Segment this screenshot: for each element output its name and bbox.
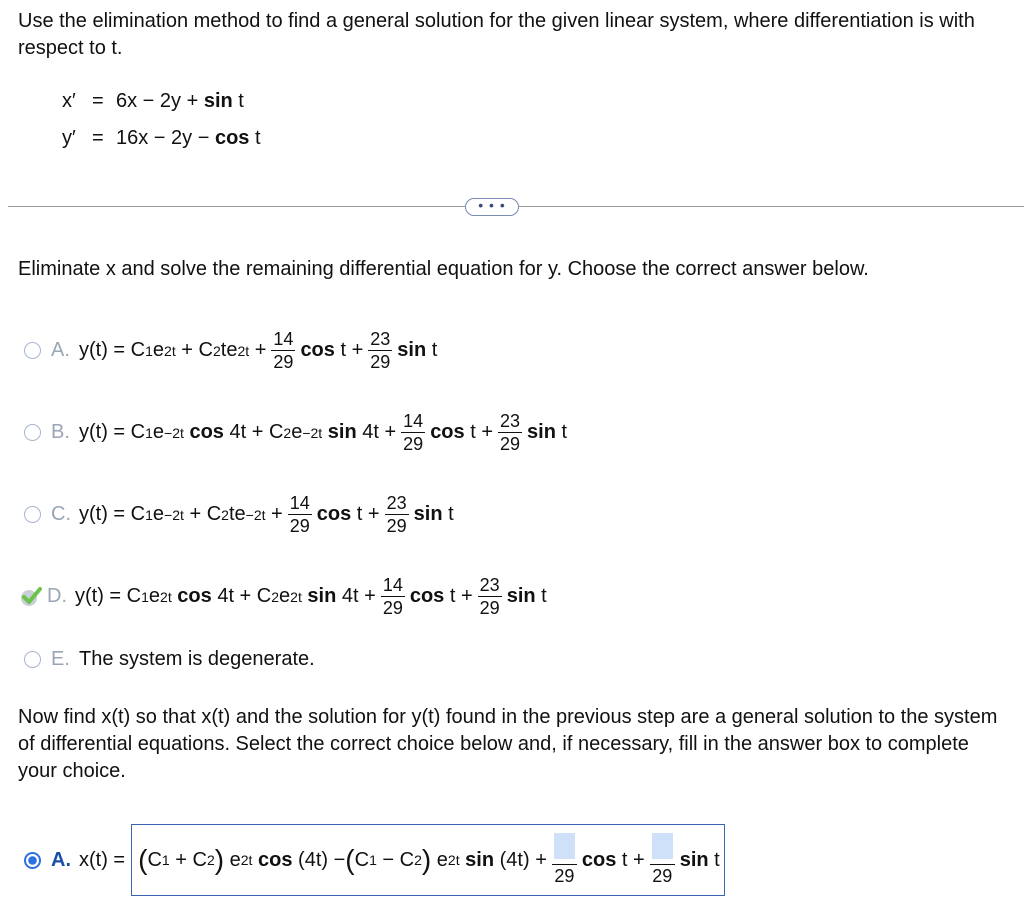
radio-a[interactable] xyxy=(24,342,41,359)
option-b-letter: B. xyxy=(51,421,70,443)
part2-option-a[interactable] xyxy=(24,824,725,896)
part2-question: Now find x(t) so that x(t) and the solution for y(t) found in the previous step are a general solution to the system of differential equations. Select the correct choice below and, if necessary, fill in the answer box to complete your choice. xyxy=(18,706,998,782)
option-b[interactable] xyxy=(24,410,567,455)
option-a-letter: A. xyxy=(51,339,70,361)
radio-c[interactable] xyxy=(24,506,41,523)
option-e-text: The system is degenerate. xyxy=(79,648,315,670)
radio-b[interactable] xyxy=(24,424,41,441)
option-c-expression: y(t) = C 1 e −2t + C 2 te −2t + $\frac{14}{29}$ cos t + $\frac{23}{29}$ sin t xyxy=(79,493,454,536)
answer-blank-cos[interactable] xyxy=(554,833,575,859)
option-c-letter: C. xyxy=(51,503,71,525)
option-a[interactable] xyxy=(24,328,437,373)
option-c[interactable] xyxy=(24,492,454,537)
part2-prefix: x(t) = xyxy=(79,848,126,871)
answer-expression: ( C 1 + C 2 ) e 2t cos (4t) − ( C 1 − C 2 ) e 2t sin (4t) + 29 cos t + 29 sin t xyxy=(138,833,720,887)
option-b-expression: y(t) = C 1 e −2t cos 4t + C 2 e −2t sin 4t + $\frac{14}{29}$ cos t + $\frac{23}{29}$ sin t xyxy=(79,411,568,454)
radio-part2-a[interactable] xyxy=(24,852,41,869)
option-d[interactable] xyxy=(20,574,547,619)
correct-check-icon xyxy=(20,587,42,607)
equation-x: x′ = 6x − 2y + sin t xyxy=(62,90,244,112)
option-d-expression: y(t) = C 1 e 2t cos 4t + C 2 e 2t sin 4t + $\frac{14}{29}$ cos t + $\frac{23}{29}$ sin t xyxy=(75,575,547,618)
expand-more-button[interactable]: • • • xyxy=(465,198,519,216)
part1-question: Eliminate x and solve the remaining differential equation for y. Choose the correct answer below. xyxy=(18,258,869,280)
part2-option-a-letter: A. xyxy=(51,848,71,871)
option-d-letter: D. xyxy=(47,585,67,607)
option-e-letter: E. xyxy=(51,648,70,670)
problem-prompt: Use the elimination method to find a general solution for the given linear system, where differentiation is with respect to t. xyxy=(18,10,975,59)
radio-e[interactable] xyxy=(24,651,41,668)
answer-blank-sin[interactable] xyxy=(652,833,673,859)
answer-box[interactable] xyxy=(131,824,725,896)
equation-y: y′ = 16x − 2y − cos t xyxy=(62,127,261,149)
option-a-expression: y(t) = C 1 e 2t + C 2 te 2t + $\frac{14}{29}$ cos t + $\frac{23}{29}$ sin t xyxy=(79,329,438,372)
option-e[interactable] xyxy=(24,648,315,671)
